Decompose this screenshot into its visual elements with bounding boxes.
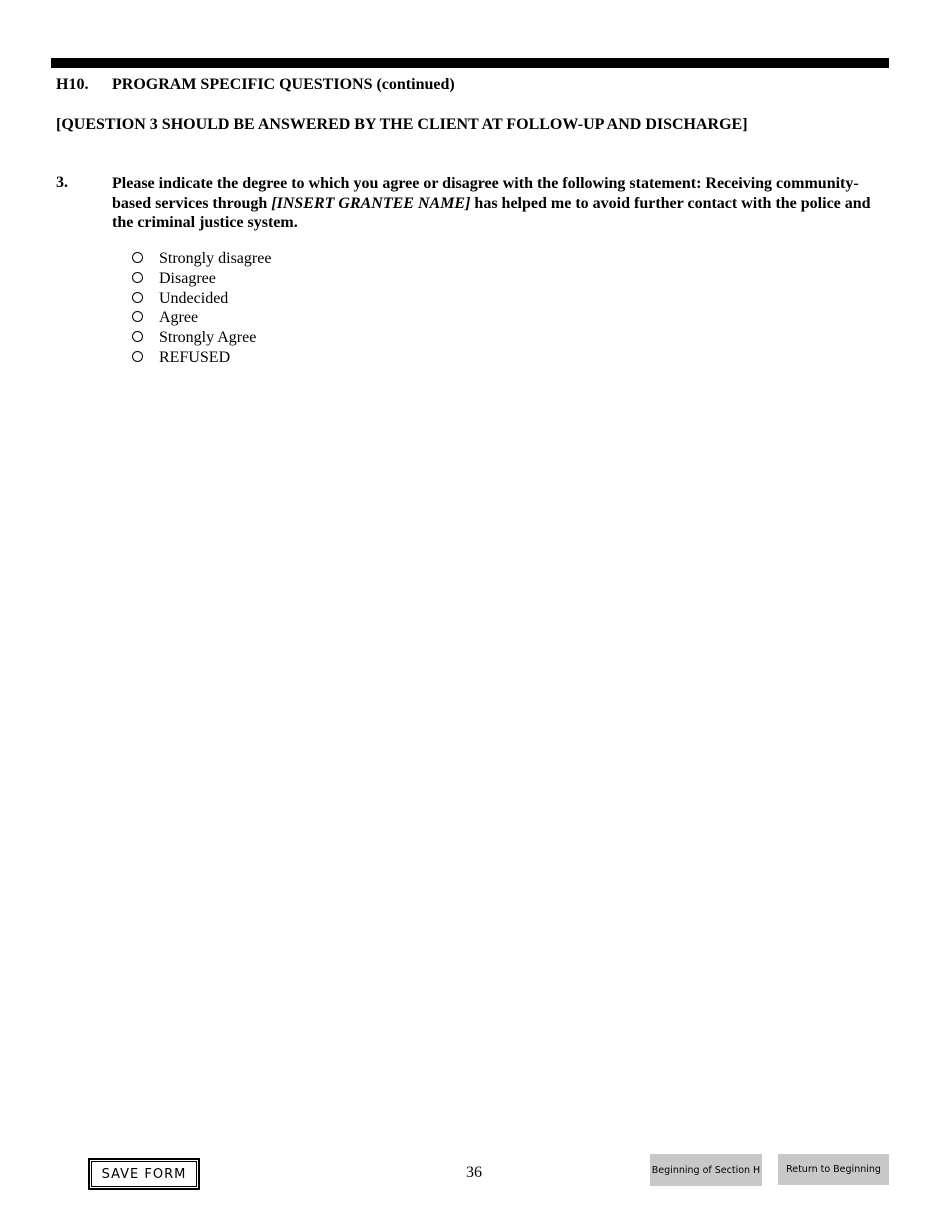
option-agree[interactable] xyxy=(132,309,271,329)
option-label: Strongly disagree xyxy=(159,250,272,267)
radio-button[interactable] xyxy=(132,292,143,303)
interviewer-instruction: [QUESTION 3 SHOULD BE ANSWERED BY THE CLIENT AT FOLLOW-UP AND DISCHARGE] xyxy=(56,116,748,133)
option-label: Disagree xyxy=(159,269,216,287)
save-form-button[interactable]: SAVE FORM xyxy=(88,1158,200,1190)
grantee-name-placeholder: [INSERT GRANTEE NAME] xyxy=(271,194,471,212)
beginning-of-section-button[interactable]: Beginning of Section H xyxy=(650,1154,762,1186)
section-heading xyxy=(56,76,455,94)
top-divider xyxy=(51,58,889,68)
question-text-start: Please indicate the degree to which you agree or disagree with the following statement: Receiving community-based services through xyxy=(112,175,859,212)
question-number: 3. xyxy=(56,174,68,191)
section-title: PROGRAM SPECIFIC QUESTIONS (continued) xyxy=(112,76,455,93)
option-undecided[interactable] xyxy=(132,290,271,310)
section-number: H10. xyxy=(56,76,89,93)
return-to-beginning-button[interactable]: Return to Beginning xyxy=(778,1154,889,1185)
option-label: Undecided xyxy=(159,289,229,307)
option-label: Agree xyxy=(159,309,199,327)
option-strongly-agree[interactable] xyxy=(132,329,271,349)
option-label: Strongly Agree xyxy=(159,329,257,347)
radio-button[interactable] xyxy=(132,272,143,283)
radio-button[interactable] xyxy=(132,252,143,263)
option-label: REFUSED xyxy=(159,348,231,366)
option-strongly-disagree[interactable] xyxy=(132,250,271,270)
radio-button[interactable] xyxy=(132,331,143,342)
radio-button[interactable] xyxy=(132,351,143,362)
radio-button[interactable] xyxy=(132,311,143,322)
option-refused[interactable] xyxy=(132,349,271,369)
option-disagree[interactable] xyxy=(132,270,271,290)
question-text xyxy=(112,174,884,233)
page-number: 36 xyxy=(466,1164,482,1181)
answer-options xyxy=(132,250,271,369)
question-text-end: has helped me to avoid further contact with the police and the criminal justice system. xyxy=(112,194,871,231)
